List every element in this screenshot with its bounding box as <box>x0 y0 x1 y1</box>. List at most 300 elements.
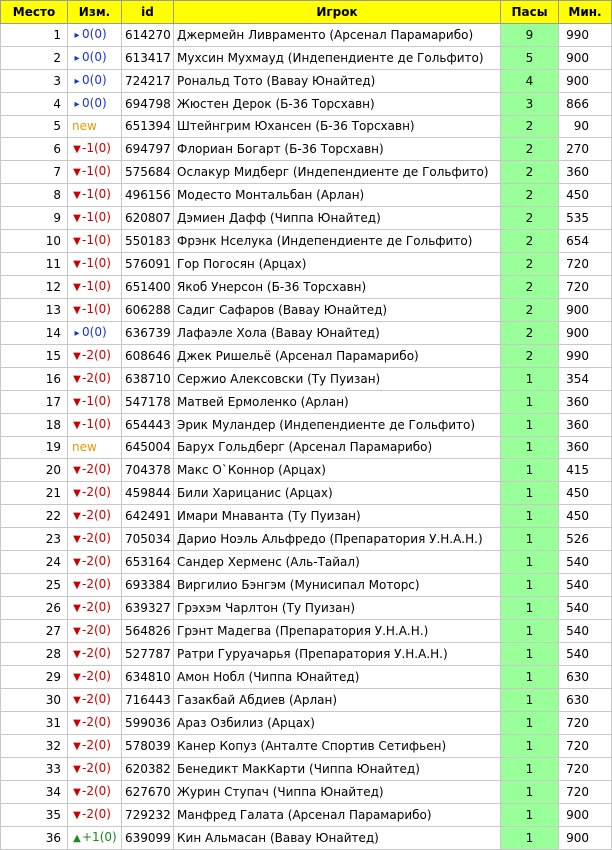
player-id-cell: 694797 <box>122 138 174 161</box>
passes-cell: 2 <box>501 184 559 207</box>
down-arrow-icon: ▼ <box>73 305 81 316</box>
minutes-cell: 654 <box>559 230 612 253</box>
rank-cell: 28 <box>1 643 68 666</box>
down-arrow-icon: ▼ <box>73 787 81 798</box>
table-row <box>1 666 612 689</box>
change-cell <box>68 804 122 827</box>
player-name-cell: Виргилио Бэнгэм (Мунисипал Моторс) <box>174 574 501 597</box>
minutes-cell: 900 <box>559 827 612 850</box>
down-arrow-icon: ▼ <box>73 420 81 431</box>
down-arrow-icon: ▼ <box>73 144 81 155</box>
change-cell <box>68 184 122 207</box>
player-name-cell: Лафаэле Хола (Вавау Юнайтед) <box>174 322 501 345</box>
player-name-cell: Сержио Алексовски (Ту Пуизан) <box>174 368 501 391</box>
passes-cell: 1 <box>501 781 559 804</box>
change-value: -1(0) <box>82 233 111 247</box>
passes-cell: 2 <box>501 207 559 230</box>
player-id-cell: 496156 <box>122 184 174 207</box>
rank-cell: 9 <box>1 207 68 230</box>
change-value: -2(0) <box>82 669 111 683</box>
rank-cell: 31 <box>1 712 68 735</box>
passes-cell: 2 <box>501 299 559 322</box>
change-cell <box>68 47 122 70</box>
table-row <box>1 620 612 643</box>
change-value: -2(0) <box>82 738 111 752</box>
change-cell <box>68 93 122 116</box>
player-id-cell: 575684 <box>122 161 174 184</box>
minutes-cell: 270 <box>559 138 612 161</box>
change-cell <box>68 597 122 620</box>
rank-cell: 33 <box>1 758 68 781</box>
right-arrow-icon: ▸ <box>74 53 80 64</box>
table-row <box>1 758 612 781</box>
change-cell <box>68 620 122 643</box>
change-value: -2(0) <box>82 646 111 660</box>
table-row <box>1 712 612 735</box>
table-row <box>1 689 612 712</box>
player-name-cell: Мухсин Мухмауд (Индепендиенте де Гольфито) <box>174 47 501 70</box>
change-value: -2(0) <box>82 600 111 614</box>
rank-cell: 8 <box>1 184 68 207</box>
change-cell <box>68 138 122 161</box>
table-row <box>1 781 612 804</box>
table-row <box>1 437 612 459</box>
header-player[interactable]: Игрок <box>174 1 501 24</box>
change-value: -1(0) <box>82 302 111 316</box>
player-id-cell: 613417 <box>122 47 174 70</box>
down-arrow-icon: ▼ <box>73 695 81 706</box>
change-value: -2(0) <box>82 531 111 545</box>
table-row <box>1 482 612 505</box>
table-row <box>1 643 612 666</box>
change-cell <box>68 24 122 47</box>
table-row <box>1 574 612 597</box>
minutes-cell: 360 <box>559 437 612 459</box>
player-name-cell: Садиг Сафаров (Вавау Юнайтед) <box>174 299 501 322</box>
player-id-cell: 704378 <box>122 459 174 482</box>
passes-cell: 1 <box>501 414 559 437</box>
change-value: -2(0) <box>82 784 111 798</box>
passes-cell: 5 <box>501 47 559 70</box>
change-value: -2(0) <box>82 348 111 362</box>
change-cell <box>68 689 122 712</box>
player-id-cell: 550183 <box>122 230 174 253</box>
minutes-cell: 540 <box>559 597 612 620</box>
minutes-cell: 450 <box>559 505 612 528</box>
rank-cell: 27 <box>1 620 68 643</box>
player-id-cell: 527787 <box>122 643 174 666</box>
table-row <box>1 47 612 70</box>
rank-cell: 16 <box>1 368 68 391</box>
minutes-cell: 900 <box>559 299 612 322</box>
right-arrow-icon: ▸ <box>74 99 80 110</box>
player-id-cell: 606288 <box>122 299 174 322</box>
player-id-cell: 578039 <box>122 735 174 758</box>
rank-cell: 4 <box>1 93 68 116</box>
player-id-cell: 564826 <box>122 620 174 643</box>
player-id-cell: 638710 <box>122 368 174 391</box>
change-cell <box>68 161 122 184</box>
rank-cell: 21 <box>1 482 68 505</box>
rank-cell: 29 <box>1 666 68 689</box>
change-value: 0(0) <box>82 27 107 41</box>
minutes-cell: 90 <box>559 116 612 138</box>
change-cell <box>68 345 122 368</box>
table-row <box>1 93 612 116</box>
change-value: -2(0) <box>82 577 111 591</box>
passes-cell: 1 <box>501 574 559 597</box>
table-row <box>1 368 612 391</box>
minutes-cell: 900 <box>559 70 612 93</box>
table-row <box>1 230 612 253</box>
passes-cell: 1 <box>501 505 559 528</box>
change-value: -1(0) <box>82 256 111 270</box>
change-value: +1(0) <box>82 830 117 844</box>
player-id-cell: 645004 <box>122 437 174 459</box>
rank-cell: 35 <box>1 804 68 827</box>
player-name-cell: Джек Ришельё (Арсенал Парамарибо) <box>174 345 501 368</box>
down-arrow-icon: ▼ <box>73 672 81 683</box>
table-row <box>1 528 612 551</box>
passes-cell: 1 <box>501 804 559 827</box>
passes-cell: 1 <box>501 391 559 414</box>
rank-cell: 12 <box>1 276 68 299</box>
table-row <box>1 184 612 207</box>
table-row <box>1 827 612 850</box>
minutes-cell: 450 <box>559 184 612 207</box>
change-cell <box>68 643 122 666</box>
minutes-cell: 630 <box>559 666 612 689</box>
player-name-cell: Матвей Ермоленко (Арлан) <box>174 391 501 414</box>
passes-cell: 1 <box>501 368 559 391</box>
change-cell <box>68 459 122 482</box>
passes-cell: 1 <box>501 643 559 666</box>
header-minutes[interactable]: Мин. <box>559 1 612 24</box>
table-row <box>1 116 612 138</box>
rank-cell: 36 <box>1 827 68 850</box>
change-cell <box>68 276 122 299</box>
player-name-cell: Грэхэм Чарлтон (Ту Пуизан) <box>174 597 501 620</box>
rank-cell: 5 <box>1 116 68 138</box>
player-id-cell: 599036 <box>122 712 174 735</box>
down-arrow-icon: ▼ <box>73 213 81 224</box>
passes-cell: 9 <box>501 24 559 47</box>
passes-cell: 2 <box>501 345 559 368</box>
player-name-cell: Фрэнк Нселука (Индепендиенте де Гольфито) <box>174 230 501 253</box>
change-cell <box>68 574 122 597</box>
change-cell <box>68 482 122 505</box>
player-id-cell: 653164 <box>122 551 174 574</box>
rank-cell: 22 <box>1 505 68 528</box>
down-arrow-icon: ▼ <box>73 511 81 522</box>
down-arrow-icon: ▼ <box>73 374 81 385</box>
right-arrow-icon: ▸ <box>74 30 80 41</box>
minutes-cell: 720 <box>559 758 612 781</box>
rank-cell: 30 <box>1 689 68 712</box>
player-name-cell: Дэмиен Дафф (Чиппа Юнайтед) <box>174 207 501 230</box>
right-arrow-icon: ▸ <box>74 328 80 339</box>
player-name-cell: Жюстен Дерок (Б-36 Торсхавн) <box>174 93 501 116</box>
change-value: 0(0) <box>82 50 107 64</box>
player-name-cell: Эрик Муландер (Индепендиенте де Гольфито) <box>174 414 501 437</box>
minutes-cell: 535 <box>559 207 612 230</box>
player-id-cell: 627670 <box>122 781 174 804</box>
player-name-cell: Макс О`Коннор (Арцах) <box>174 459 501 482</box>
player-id-cell: 459844 <box>122 482 174 505</box>
table-row <box>1 207 612 230</box>
player-name-cell: Бенедикт МакКарти (Чиппа Юнайтед) <box>174 758 501 781</box>
player-id-cell: 694798 <box>122 93 174 116</box>
down-arrow-icon: ▼ <box>73 741 81 752</box>
minutes-cell: 720 <box>559 712 612 735</box>
down-arrow-icon: ▼ <box>73 764 81 775</box>
header-passes[interactable]: Пасы <box>501 1 559 24</box>
player-id-cell: 642491 <box>122 505 174 528</box>
minutes-cell: 354 <box>559 368 612 391</box>
change-cell <box>68 528 122 551</box>
rank-cell: 17 <box>1 391 68 414</box>
player-id-cell: 576091 <box>122 253 174 276</box>
table-row <box>1 597 612 620</box>
change-cell <box>68 758 122 781</box>
passes-cell: 2 <box>501 253 559 276</box>
change-value: -2(0) <box>82 508 111 522</box>
passes-cell: 1 <box>501 437 559 459</box>
down-arrow-icon: ▼ <box>73 190 81 201</box>
rank-cell: 25 <box>1 574 68 597</box>
table-row <box>1 459 612 482</box>
change-value: -2(0) <box>82 485 111 499</box>
change-value: -1(0) <box>82 394 111 408</box>
player-id-cell: 724217 <box>122 70 174 93</box>
passes-cell: 2 <box>501 116 559 138</box>
rank-cell: 24 <box>1 551 68 574</box>
minutes-cell: 866 <box>559 93 612 116</box>
player-id-cell: 654443 <box>122 414 174 437</box>
down-arrow-icon: ▼ <box>73 603 81 614</box>
player-id-cell: 639327 <box>122 597 174 620</box>
change-cell <box>68 505 122 528</box>
change-value: 0(0) <box>82 325 107 339</box>
player-id-cell: 705034 <box>122 528 174 551</box>
down-arrow-icon: ▼ <box>73 649 81 660</box>
minutes-cell: 720 <box>559 781 612 804</box>
player-id-cell: 636739 <box>122 322 174 345</box>
passes-cell: 1 <box>501 758 559 781</box>
header-id[interactable]: id <box>122 1 174 24</box>
down-arrow-icon: ▼ <box>73 488 81 499</box>
player-id-cell: 614270 <box>122 24 174 47</box>
table-row <box>1 70 612 93</box>
header-row <box>1 1 612 24</box>
minutes-cell: 540 <box>559 574 612 597</box>
player-id-cell: 651394 <box>122 116 174 138</box>
passes-cell: 3 <box>501 93 559 116</box>
rank-cell: 1 <box>1 24 68 47</box>
change-value: -1(0) <box>82 187 111 201</box>
down-arrow-icon: ▼ <box>73 236 81 247</box>
down-arrow-icon: ▼ <box>73 167 81 178</box>
passes-cell: 2 <box>501 138 559 161</box>
player-name-cell: Гор Погосян (Арцах) <box>174 253 501 276</box>
minutes-cell: 900 <box>559 322 612 345</box>
change-value: -2(0) <box>82 554 111 568</box>
player-name-cell: Барух Гольдберг (Арсенал Парамарибо) <box>174 437 501 459</box>
player-id-cell: 547178 <box>122 391 174 414</box>
table-row <box>1 804 612 827</box>
header-change[interactable]: Изм. <box>68 1 122 24</box>
player-id-cell: 693384 <box>122 574 174 597</box>
player-name-cell: Флориан Богарт (Б-36 Торсхавн) <box>174 138 501 161</box>
change-value: -2(0) <box>82 807 111 821</box>
minutes-cell: 720 <box>559 276 612 299</box>
player-id-cell: 651400 <box>122 276 174 299</box>
player-name-cell: Джермейн Ливраменто (Арсенал Парамарибо) <box>174 24 501 47</box>
table-row <box>1 505 612 528</box>
change-cell <box>68 735 122 758</box>
table-row <box>1 299 612 322</box>
change-value: -1(0) <box>82 164 111 178</box>
player-name-cell: Канер Копуз (Анталте Спортив Сетифьен) <box>174 735 501 758</box>
minutes-cell: 900 <box>559 804 612 827</box>
change-value: -2(0) <box>82 623 111 637</box>
change-cell <box>68 391 122 414</box>
player-name-cell: Сандер Херменс (Аль-Тайал) <box>174 551 501 574</box>
player-name-cell: Грэнт Мадегва (Препаратория У.Н.А.Н.) <box>174 620 501 643</box>
rank-cell: 15 <box>1 345 68 368</box>
passes-cell: 1 <box>501 827 559 850</box>
passes-cell: 1 <box>501 689 559 712</box>
change-value: -1(0) <box>82 279 111 293</box>
down-arrow-icon: ▼ <box>73 282 81 293</box>
player-name-cell: Манфред Галата (Арсенал Парамарибо) <box>174 804 501 827</box>
change-value: -1(0) <box>82 141 111 155</box>
header-rank[interactable]: Место <box>1 1 68 24</box>
passes-cell: 2 <box>501 161 559 184</box>
down-arrow-icon: ▼ <box>73 718 81 729</box>
change-value: new <box>72 440 97 454</box>
player-name-cell: Били Харицанис (Арцах) <box>174 482 501 505</box>
down-arrow-icon: ▼ <box>73 810 81 821</box>
minutes-cell: 990 <box>559 24 612 47</box>
minutes-cell: 415 <box>559 459 612 482</box>
player-name-cell: Ослакур Мидберг (Индепендиенте де Гольфито) <box>174 161 501 184</box>
down-arrow-icon: ▼ <box>73 557 81 568</box>
rank-cell: 34 <box>1 781 68 804</box>
change-cell <box>68 322 122 345</box>
change-value: 0(0) <box>82 96 107 110</box>
passes-cell: 1 <box>501 597 559 620</box>
change-cell <box>68 116 122 138</box>
player-name-cell: Дарио Ноэль Альфредо (Препаратория У.Н.А.Н.) <box>174 528 501 551</box>
change-cell <box>68 207 122 230</box>
player-name-cell: Кин Альмасан (Вавау Юнайтед) <box>174 827 501 850</box>
player-name-cell: Штейнгрим Юхансен (Б-36 Торсхавн) <box>174 116 501 138</box>
down-arrow-icon: ▼ <box>73 465 81 476</box>
player-name-cell: Араз Озбилиз (Арцах) <box>174 712 501 735</box>
player-id-cell: 620807 <box>122 207 174 230</box>
minutes-cell: 360 <box>559 161 612 184</box>
player-id-cell: 608646 <box>122 345 174 368</box>
rank-cell: 20 <box>1 459 68 482</box>
minutes-cell: 540 <box>559 643 612 666</box>
player-name-cell: Якоб Унерсон (Б-36 Торсхавн) <box>174 276 501 299</box>
change-value: -2(0) <box>82 692 111 706</box>
minutes-cell: 720 <box>559 735 612 758</box>
player-name-cell: Амон Нобл (Чиппа Юнайтед) <box>174 666 501 689</box>
rank-cell: 26 <box>1 597 68 620</box>
passes-cell: 1 <box>501 482 559 505</box>
passes-cell: 1 <box>501 735 559 758</box>
down-arrow-icon: ▼ <box>73 626 81 637</box>
rank-cell: 14 <box>1 322 68 345</box>
minutes-cell: 450 <box>559 482 612 505</box>
table-row <box>1 345 612 368</box>
change-cell <box>68 70 122 93</box>
passes-cell: 4 <box>501 70 559 93</box>
change-value: -1(0) <box>82 210 111 224</box>
change-cell <box>68 827 122 850</box>
minutes-cell: 540 <box>559 620 612 643</box>
player-name-cell: Ратри Гуруачарья (Препаратория У.Н.А.Н.) <box>174 643 501 666</box>
change-value: -2(0) <box>82 761 111 775</box>
table-row <box>1 138 612 161</box>
table-row <box>1 322 612 345</box>
change-cell <box>68 666 122 689</box>
passes-cell: 2 <box>501 276 559 299</box>
table-row <box>1 161 612 184</box>
rank-cell: 10 <box>1 230 68 253</box>
table-row <box>1 276 612 299</box>
change-value: -2(0) <box>82 462 111 476</box>
change-cell <box>68 299 122 322</box>
rank-cell: 18 <box>1 414 68 437</box>
player-name-cell: Рональд Тото (Вавау Юнайтед) <box>174 70 501 93</box>
table-row <box>1 391 612 414</box>
change-cell <box>68 414 122 437</box>
rank-cell: 11 <box>1 253 68 276</box>
minutes-cell: 360 <box>559 414 612 437</box>
change-value: new <box>72 119 97 133</box>
down-arrow-icon: ▼ <box>73 534 81 545</box>
minutes-cell: 900 <box>559 47 612 70</box>
up-arrow-icon: ▲ <box>73 833 81 844</box>
change-cell <box>68 712 122 735</box>
down-arrow-icon: ▼ <box>73 259 81 270</box>
player-name-cell: Газакбай Абдиев (Арлан) <box>174 689 501 712</box>
down-arrow-icon: ▼ <box>73 351 81 362</box>
passes-cell: 1 <box>501 528 559 551</box>
rank-cell: 23 <box>1 528 68 551</box>
change-cell <box>68 368 122 391</box>
player-id-cell: 716443 <box>122 689 174 712</box>
player-id-cell: 620382 <box>122 758 174 781</box>
minutes-cell: 720 <box>559 253 612 276</box>
rank-cell: 19 <box>1 437 68 459</box>
change-value: -2(0) <box>82 715 111 729</box>
player-id-cell: 634810 <box>122 666 174 689</box>
player-id-cell: 639099 <box>122 827 174 850</box>
table-row <box>1 735 612 758</box>
passes-cell: 1 <box>501 666 559 689</box>
right-arrow-icon: ▸ <box>74 76 80 87</box>
minutes-cell: 526 <box>559 528 612 551</box>
passes-cell: 2 <box>501 322 559 345</box>
change-cell <box>68 551 122 574</box>
change-cell <box>68 230 122 253</box>
passes-cell: 1 <box>501 551 559 574</box>
rank-cell: 6 <box>1 138 68 161</box>
